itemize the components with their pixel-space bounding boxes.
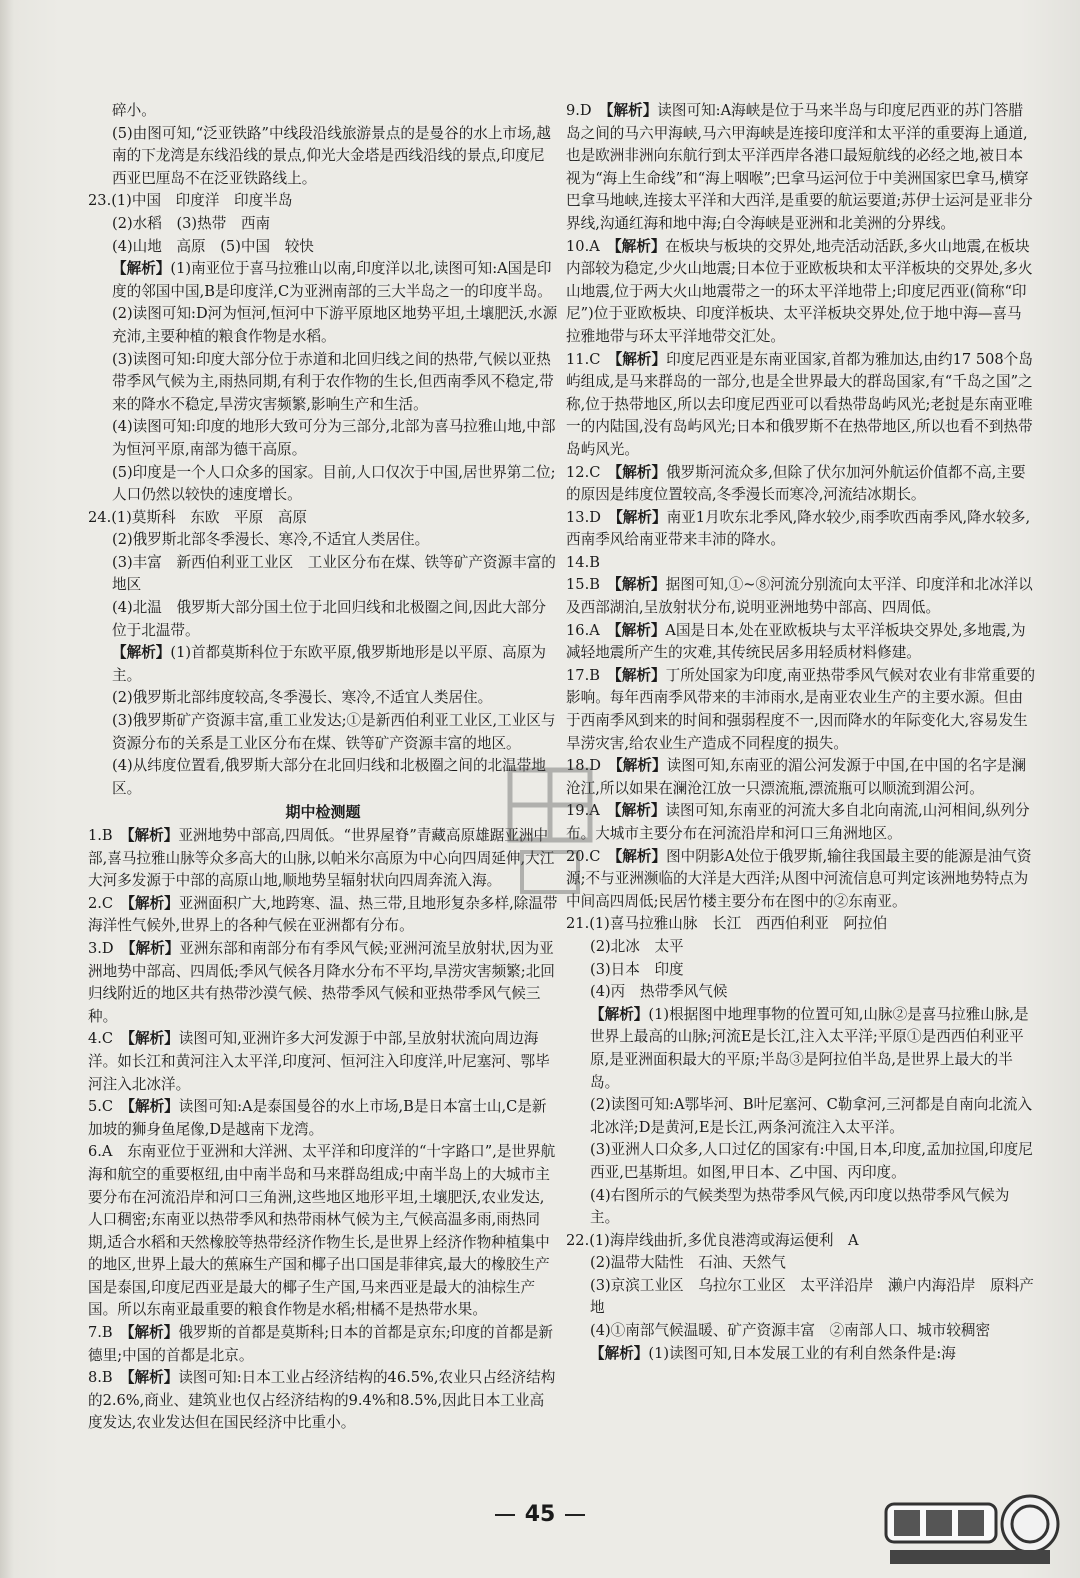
answer-entry	[88, 507, 558, 530]
analysis-tag: 【解析】	[112, 260, 171, 278]
answer-text: 亚洲东部和南部分布有季风气候;亚洲河流呈放射状,因为亚洲地势中部高、四周低;季风气候各月降水分布不平均,旱涝灾害频繁;北回归线附近的地区共有热带沙漠气候、热带季风气候和亚热带季风气候三种。	[88, 939, 555, 1025]
analysis-tag: 【解析】	[614, 350, 667, 368]
answer-text: (3)京滨工业区 乌拉尔工业区 太平洋沿岸 濑户内海沿岸 原料产地	[590, 1276, 1034, 1317]
answer-text: (3)亚洲人口众多,人口过亿的国家有:中国,日本,印度,孟加拉国,印度尼西亚,巴基斯坦。如图,甲日本、乙中国、丙印度。	[590, 1141, 1033, 1181]
answer-entry	[88, 1141, 558, 1322]
answer-entry	[566, 507, 1036, 552]
answer-entry	[88, 529, 558, 552]
answer-text: 印度尼西亚是东南亚国家,首都为雅加达,由约17 508个岛屿组成,是马来群岛的一部分,也是全世界最大的群岛国家,有“千岛之国”之称,位于热带地区,所以去印度尼西亚可以看热带岛屿风光;老挝是东南亚唯一的内陆国,没有岛屿风光;日本和俄罗斯不在热带地区,所以也看不到热带岛屿风光。	[566, 350, 1033, 458]
answer-entry	[566, 462, 1036, 507]
analysis-tag: 【解析】	[127, 1030, 179, 1048]
analysis-tag: 【解析】	[127, 1369, 179, 1387]
answer-text: 期中检测题	[285, 803, 361, 822]
analysis-tag: 【解析】	[127, 1324, 179, 1342]
answer-text: (2)读图可知:D河为恒河,恒河中下游平原地区地势平坦,土壤肥沃,水源充沛,主要种植的粮食作物是水稻。	[112, 305, 558, 345]
answer-entry	[566, 1230, 1036, 1253]
analysis-tag: 【解析】	[614, 237, 666, 255]
answer-entry	[88, 552, 558, 597]
question-number: 17.B	[566, 666, 615, 684]
answer-entry	[566, 1275, 1036, 1320]
answer-text: (2)北冰 太平	[590, 937, 684, 955]
page-number-dash-right	[565, 1514, 585, 1516]
page-number-dash-left	[495, 1514, 515, 1516]
answer-entry	[88, 1028, 558, 1096]
answer-text: 读图可知:日本工业占经济结构的46.5%,农业只占经济结构的2.6%,商业、建筑业也仅占经济结构的9.4%和8.5%,因此日本工业高度发达,农业发达但在国民经济中比重小。	[88, 1369, 556, 1432]
analysis-tag: 【解析】	[614, 463, 667, 481]
answer-text: 读图可知,亚洲许多大河发源于中部,呈放射状流向周边海洋。如长江和黄河注入太平洋,印度河、恒河注入印度洋,叶尼塞河、鄂毕河注入北冰洋。	[88, 1030, 550, 1093]
question-number: 9.D	[566, 102, 607, 119]
question-number: 5.C	[88, 1098, 128, 1116]
answer-text: (4)右图所示的气候类型为热带季风气候,丙印度以热带季风气候为主。	[590, 1186, 1010, 1227]
answer-text: 南亚1月吹东北季风,降水较少,雨季吹西南季风,降水较多,西南季风给南亚带来丰沛的降水。	[566, 508, 1031, 549]
answer-entry	[88, 755, 558, 800]
answer-entry	[88, 938, 558, 1028]
analysis-tag: 【解析】	[112, 644, 171, 662]
answer-entry	[88, 462, 558, 507]
answer-text: 21.(1)喜马拉雅山脉 长江 西西伯利亚 阿拉伯	[566, 915, 888, 933]
answer-entry	[566, 100, 1036, 236]
answer-entry	[566, 1320, 1036, 1343]
answer-entry	[566, 1139, 1036, 1184]
answer-entry	[566, 665, 1036, 755]
answer-text: 碎小。	[112, 102, 156, 119]
answer-text: 14.B	[566, 553, 600, 571]
answer-text: 俄罗斯的首都是莫斯科;日本的首都是京东;印度的首都是新德里;中国的首都是北京。	[88, 1324, 554, 1364]
question-number: 1.B	[88, 827, 128, 844]
answer-entry	[88, 597, 558, 642]
answer-text: (3)丰富 新西伯利亚工业区 工业区分布在煤、铁等矿产资源丰富的地区	[112, 553, 556, 594]
answer-text: 23.(1)中国 印度洋 印度半岛	[88, 192, 293, 210]
answer-text: (3)俄罗斯矿产资源丰富,重工业发达;①是新西伯利亚工业区,工业区与资源分布的关系是工业区分布在煤、铁等矿产资源丰富的地区。	[112, 712, 556, 752]
question-number: 2.C	[88, 894, 128, 912]
answer-entry	[88, 893, 558, 938]
question-number: 11.C	[566, 350, 615, 368]
question-number: 12.C	[566, 463, 615, 481]
analysis-tag: 【解析】	[127, 827, 179, 844]
answer-text: 亚洲地势中部高,四周低。“世界屋脊”青藏高原雄踞亚洲中部,喜马拉雅山脉等众多高大的山脉,以帕米尔高原为中心向四周延伸,大江大河多发源于中部的高原山地,顺地势呈辐射状向四周奔流入海。	[88, 827, 555, 890]
answer-text: 丁所处国家为印度,南亚热带季风气候对农业有非常重要的影响。每年西南季风带来的丰沛雨水,是南亚农业生产的主要水源。但由于西南季风到来的时间和强弱程度不一,因而降水的年际变化大,容易发生旱涝灾害,给农业生产造成不同程度的损失。	[566, 666, 1036, 752]
answer-text: 读图可知:A是泰国曼谷的水上市场,B是日本富士山,C是新加坡的狮身鱼尾像,D是越南下龙湾。	[88, 1098, 547, 1138]
question-number: 15.B	[566, 576, 615, 594]
question-number: 10.A	[566, 237, 615, 255]
answer-text: (2)温带大陆性 石油、天然气	[590, 1254, 786, 1272]
answer-entry	[88, 642, 558, 687]
answer-text: (3)读图可知:印度大部分位于赤道和北回归线之间的热带,气候以亚热带季风气候为主,雨热同期,有利于农作物的生长,但西南季风不稳定,带来的降水不稳定,旱涝灾害频繁,影响生产和生活。	[112, 350, 554, 413]
answer-text: 22.(1)海岸线曲折,多优良港湾或海运便利 A	[566, 1231, 859, 1249]
answer-entry	[88, 416, 558, 461]
answer-text: 读图可知,东南亚的湄公河发源于中国,在中国的名字是澜沧江,所以如果在澜沧江放一只漂流瓶,漂流瓶可以顺流到湄公河。	[566, 757, 1027, 797]
answer-text: (4)读图可知:印度的地形大致可分为三部分,北部为喜马拉雅山地,中部为恒河平原,南部为德干高原。	[112, 418, 556, 458]
answer-text: (2)读图可知:A鄂毕河、B叶尼塞河、C勒拿河,三河都是自南向北流入北冰洋;D是黄河,E是长江,两条河流注入太平洋。	[590, 1096, 1033, 1136]
answer-entry	[88, 100, 558, 123]
answer-entry	[88, 825, 558, 893]
right-column	[566, 100, 1036, 1365]
analysis-tag: 【解析】	[127, 894, 179, 912]
answer-text: 据图可知,①~⑧河流分别流向太平洋、印度洋和北冰洋以及西部湖泊,呈放射状分布,说明亚洲地势中部高、四周低。	[566, 576, 1033, 617]
answer-text: (4)①南部气候温暖、矿产资源丰富 ②南部人口、城市较稠密	[590, 1322, 991, 1340]
answer-entry	[88, 213, 558, 236]
answer-entry	[88, 258, 558, 303]
answer-text: (1)首都莫斯科位于东欧平原,俄罗斯地形是以平原、高原为主。	[112, 644, 546, 684]
answer-entry	[566, 981, 1036, 1004]
answer-entry	[566, 959, 1036, 982]
question-number: 3.D	[88, 939, 129, 957]
answer-entry	[88, 190, 558, 213]
answer-entry	[88, 1367, 558, 1435]
page-number-value: 45	[524, 1502, 556, 1527]
answer-entry	[566, 349, 1036, 462]
answer-entry	[566, 755, 1036, 800]
answer-text: 读图可知:A海峡是位于马来半岛与印度尼西亚的苏门答腊岛之间的马六甲海峡,马六甲海峡是连接印度洋和太平洋的重要海上通道,也是欧洲非洲向东航行到太平洋西岸各港口最短航线的必经之地,被日本视为“海上生命线”和“海上咽喉”;巴拿马运河位于中美洲国家巴拿马,横穿巴拿马地峡,连接太平洋和大西洋,是重要的航运要道;苏伊士运河是亚非分界线,沟通红海和地中海;白令海峡是亚洲和北美洲的分界线。	[566, 102, 1033, 232]
question-number: 4.C	[88, 1030, 128, 1048]
answer-text: 东南亚位于亚洲和大洋洲、太平洋和印度洋的“十字路口”,是世界航海和航空的重要枢纽,由中南半岛和马来群岛组成;中南半岛上的大城市主要分布在河流沿岸和河口三角洲,这些地区地形平坦,土壤肥沃,农业发达,人口稠密;东南亚以热带季风和热带雨林气候为主,气候高温多雨,雨热同期,适合水稻和天然橡胶等热带经济作物生长,是世界上经济作物种植集中的地区,世界上最大的蕉麻生产国和椰子出口国是菲律宾,最大的橡胶生产国是泰国,印度尼西亚是最大的椰子生产国,马来西亚是最大的油棕生产国。所以东南亚最重要的粮食作物是水稻;柑橘不是热带水果。	[88, 1143, 556, 1319]
question-number: 6.A	[88, 1143, 128, 1161]
answer-entry	[566, 574, 1036, 619]
answer-text: (4)山地 高原 (5)中国 较快	[112, 237, 314, 255]
analysis-tag: 【解析】	[614, 666, 666, 684]
answer-text: (5)印度是一个人口众多的国家。目前,人口仅次于中国,居世界第二位;人口仍然以较快的速度增长。	[112, 463, 556, 504]
question-number: 16.A	[566, 621, 615, 639]
answer-text: (1)南亚位于喜马拉雅山以南,印度洋以北,读图可知:A国是印度的邻国中国,B是印度洋,C为亚洲南部的三大半岛之一的印度半岛。	[112, 260, 552, 300]
analysis-tag: 【解析】	[590, 1005, 649, 1023]
question-number: 7.B	[88, 1324, 128, 1342]
question-number: 13.D	[566, 508, 616, 526]
answer-text: A国是日本,处在亚欧板块与太平洋板块交界处,多地震,为减轻地震所产生的灾难,其传统民居多用轻质材料修建。	[566, 621, 1026, 662]
question-number: 19.A	[566, 802, 615, 820]
answer-entry	[88, 687, 558, 710]
answer-entry	[88, 349, 558, 417]
answer-text: (2)水稻 (3)热带 西南	[112, 214, 271, 232]
analysis-tag: 【解析】	[614, 576, 666, 594]
answer-text: (1)读图可知,日本发展工业的有利自然条件是:海	[648, 1344, 956, 1362]
analysis-tag: 【解析】	[614, 847, 667, 865]
answer-text: 在板块与板块的交界处,地壳活动活跃,多火山地震,在板块内部较为稳定,少火山地震;日本位于亚欧板块和太平洋板块的交界处,多火山地震,位于两大火山地震带之一的环太平洋地带上;印度尼西亚(简称“印尼”)位于亚欧板块、印度洋板块、太平洋板块交界处,位于地中海—喜马拉雅地带与环太平洋地带交汇处。	[566, 237, 1033, 345]
answer-entry	[566, 846, 1036, 914]
analysis-tag: 【解析】	[128, 939, 180, 957]
analysis-tag: 【解析】	[615, 757, 667, 775]
answer-text: 24.(1)莫斯科 东欧 平原 高原	[88, 508, 308, 526]
answer-text: (4)丙 热带季风气候	[590, 983, 728, 1001]
answer-entry	[566, 620, 1036, 665]
answer-text: 亚洲面积广大,地跨寒、温、热三带,且地形复杂多样,除温带海洋性气候外,世界上的各种气候在亚洲都有分布。	[88, 894, 558, 935]
answer-text: 读图可知,东南亚的河流大多自北向南流,山河相间,纵列分布。大城市主要分布在河流沿岸和河口三角洲地区。	[566, 802, 1030, 842]
answer-text: (2)俄罗斯北部纬度较高,冬季漫长、寒冷,不适宜人类居住。	[112, 689, 493, 707]
answer-text: (3)日本 印度	[590, 960, 684, 978]
analysis-tag: 【解析】	[615, 508, 667, 526]
answer-entry	[566, 1004, 1036, 1094]
answer-entry	[566, 800, 1036, 845]
answer-entry	[566, 1252, 1036, 1275]
question-number: 20.C	[566, 847, 615, 865]
analysis-tag: 【解析】	[614, 621, 666, 639]
answer-text: (4)北温 俄罗斯大部分国土位于北回归线和北极圈之间,因此大部分位于北温带。	[112, 599, 546, 639]
site-logo-icon	[880, 1490, 1070, 1570]
answer-entry	[88, 710, 558, 755]
answer-text: (4)从纬度位置看,俄罗斯大部分在北回归线和北极圈之间的北温带地区。	[112, 757, 546, 797]
answer-entry	[566, 236, 1036, 349]
answer-text: (5)由图可知,“泛亚铁路”中线段沿线旅游景点的是曼谷的水上市场,越南的下龙湾是东线沿线的景点,仰光大金塔是西线沿线的景点,印度尼西亚巴厘岛不在泛亚铁路线上。	[112, 124, 551, 187]
answer-entry	[88, 1322, 558, 1367]
answer-text: (1)根据图中地理事物的位置可知,山脉②是喜马拉雅山脉,是世界上最高的山脉;河流E是长江,注入太平洋;平原①是西西伯利亚平原,是亚洲面积最大的平原;半岛③是阿拉伯半岛,是世界上最大的半岛。	[590, 1005, 1029, 1091]
answer-entry	[566, 552, 1036, 575]
left-column	[88, 100, 558, 1435]
answer-entry	[566, 936, 1036, 959]
analysis-tag: 【解析】	[590, 1344, 649, 1362]
answer-entry	[88, 123, 558, 191]
watermark-stamp-icon	[500, 760, 600, 920]
answer-entry	[566, 913, 1036, 936]
question-number: 18.D	[566, 757, 616, 775]
answer-entry	[566, 1343, 1036, 1366]
section-title	[88, 801, 558, 824]
answer-text: 俄罗斯河流众多,但除了伏尔加河外航运价值都不高,主要的原因是纬度位置较高,冬季漫长而寒冷,河流结冰期长。	[566, 463, 1026, 504]
analysis-tag: 【解析】	[127, 1098, 179, 1116]
answer-entry	[88, 303, 558, 348]
question-number: 8.B	[88, 1369, 128, 1387]
answer-text: 图中阴影A处位于俄罗斯,输往我国最主要的能源是油气资源;不与亚洲濒临的大洋是大西洋;从图中河流信息可判定该洲地势特点为中间高四周低;民居竹楼主要分布在图中的②东南亚。	[566, 847, 1032, 910]
analysis-tag: 【解析】	[606, 102, 658, 119]
answer-entry	[88, 236, 558, 259]
answer-text: (2)俄罗斯北部冬季漫长、寒冷,不适宜人类居住。	[112, 531, 430, 549]
answer-entry	[88, 1096, 558, 1141]
analysis-tag: 【解析】	[614, 802, 666, 820]
answer-entry	[566, 1094, 1036, 1139]
answer-entry	[566, 1185, 1036, 1230]
